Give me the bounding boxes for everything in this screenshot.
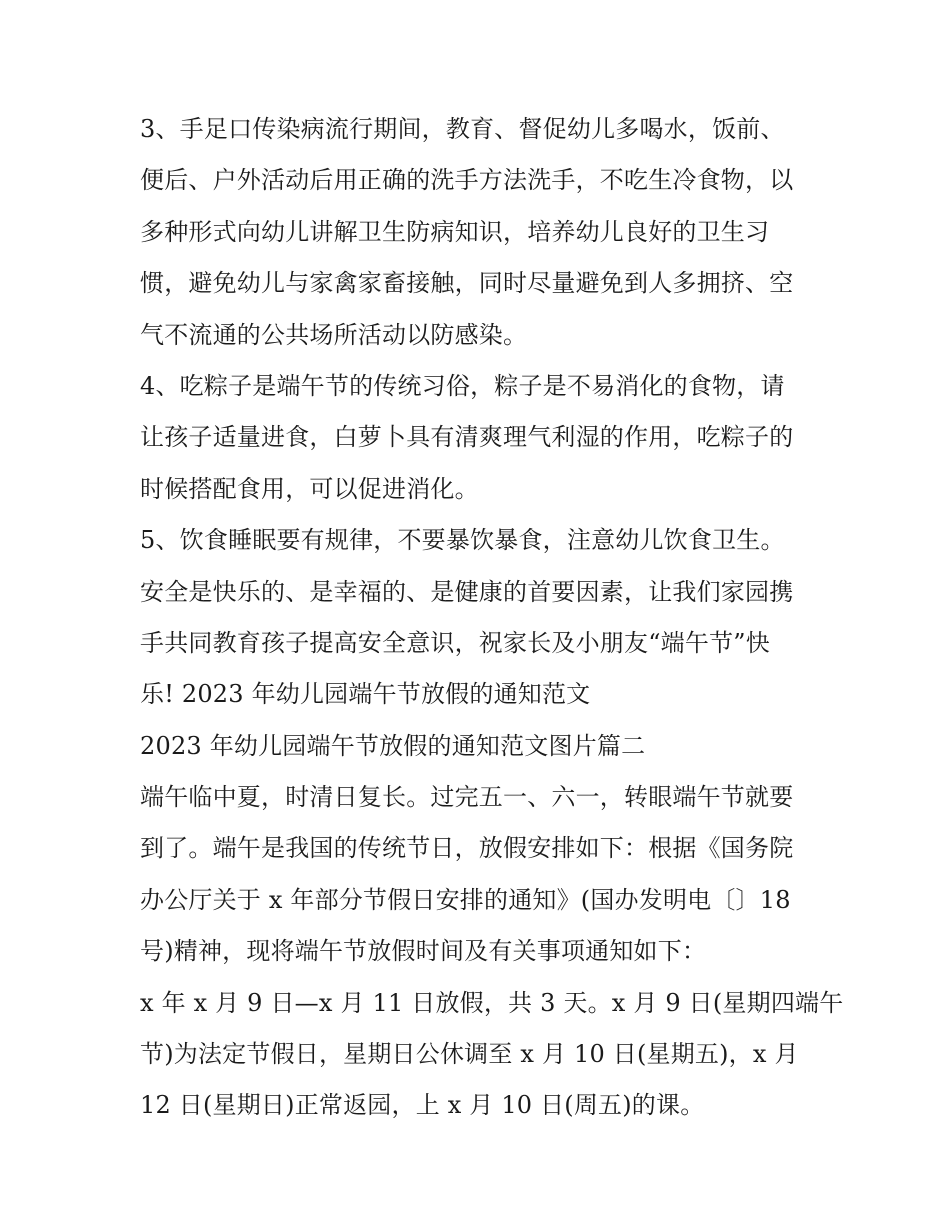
text-line: 办公厅关于 x 年部分节假日安排的通知》(国办发明电〔〕18	[140, 885, 791, 914]
text-line: 节)为法定节假日，星期日公休调至 x 月 10 日(星期五)，x 月	[140, 1040, 799, 1069]
text-line: 到了。端午是我国的传统节日，放假安排如下：根据《国务院	[140, 834, 794, 863]
section-heading: 2023 年幼儿园端午节放假的通知范文图片篇二	[140, 731, 646, 760]
document-body	[140, 104, 844, 1132]
text-line: 让孩子适量进食，白萝卜具有清爽理气利湿的作用，吃粽子的	[140, 423, 794, 452]
text-line: 乐! 2023 年幼儿园端午节放假的通知范文	[140, 680, 591, 709]
text-line: 气不流通的公共场所活动以防感染。	[140, 320, 528, 349]
text-line: 安全是快乐的、是幸福的、是健康的首要因素，让我们家园携	[140, 577, 794, 606]
text-line: 手共同教育孩子提高安全意识，祝家长及小朋友“端午节”快	[140, 628, 770, 657]
text-line: 4、吃粽子是端午节的传统习俗，粽子是不易消化的食物，请	[140, 371, 785, 400]
text-line: 号)精神，现将端午节放假时间及有关事项通知如下：	[140, 937, 707, 966]
text-line: 端午临中夏，时清日复长。过完五一、六一，转眼端午节就要	[140, 783, 794, 812]
text-line: 便后、户外活动后用正确的洗手方法洗手，不吃生冷食物，以	[140, 166, 794, 195]
text-line: 时候搭配食用，可以促进消化。	[140, 474, 479, 503]
text-line: 多种形式向幼儿讲解卫生防病知识，培养幼儿良好的卫生习	[140, 217, 770, 246]
text-line: 5、饮食睡眠要有规律，不要暴饮暴食，注意幼儿饮食卫生。	[140, 526, 785, 555]
text-line: 3、手足口传染病流行期间，教育、督促幼儿多喝水，饭前、	[140, 115, 785, 143]
text-line: 惯，避免幼儿与家禽家畜接触，同时尽量避免到人多拥挤、空	[140, 269, 794, 298]
text-line: 12 日(星期日)正常返园，上 x 月 10 日(周五)的课。	[140, 1091, 705, 1120]
text-line: x 年 x 月 9 日—x 月 11 日放假，共 3 天。x 月 9 日(星期四端午	[140, 988, 844, 1017]
